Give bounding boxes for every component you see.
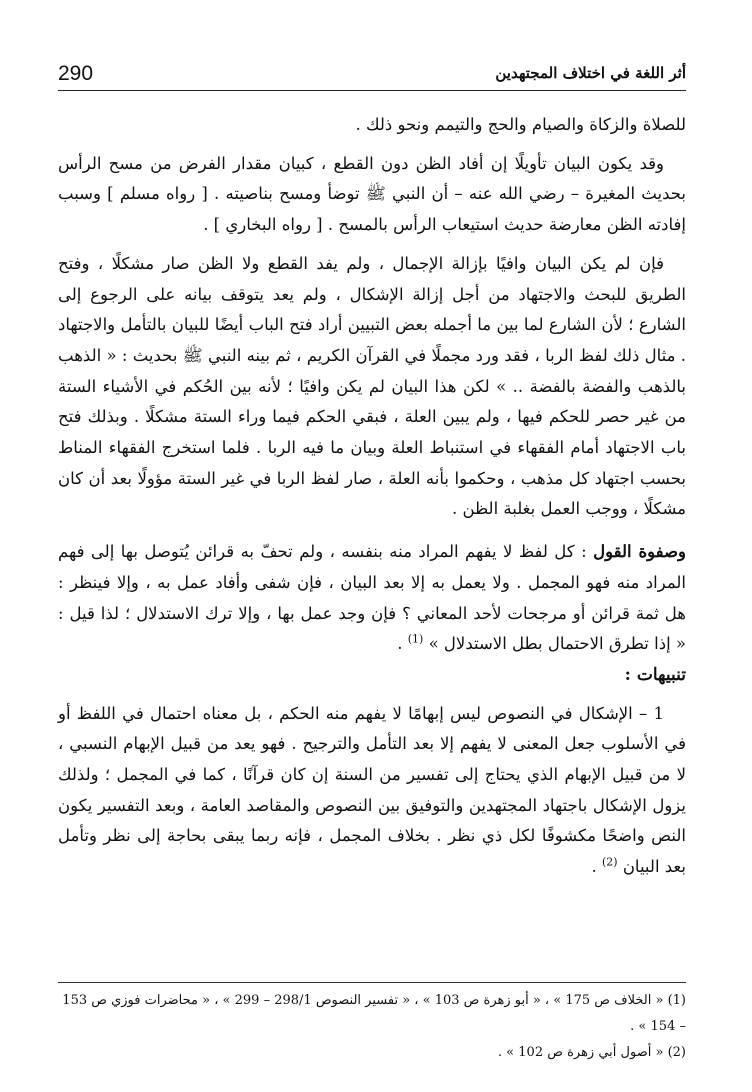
note-1-text: 1 – الإشكال في النصوص ليس إبهامًا لا يفهم منه الحكم ، بل معناه احتمال في اللفظ أو في الأسلوب جعل المعنى لا يفهم إلا بعد التأمل والترجيح . فهو يعد من قبيل الإبهام النسبي ، لا من قبيل الإبهام الذي يحتاج إلى تفسير من السنة إن كان قرآنًا ، كما في المجمل ؛ ولذلك يزول الإشكال باجتهاد المجتهدين والتوفيق بين النصوص والمقاصد العامة ، وبعد التفسير يكون النص واضحًا مكشوفًا لكل ذي نظر . بخلاف المجمل ، فإنه ربما يبقى بحاجة إلى نظر وتأمل بعد البيان — [58, 703, 686, 877]
footnote-1: (1) « الخلاف ص 175 » ، « أبو زهرة ص 103 » ، « تفسير النصوص 298/1 – 299 » ، « محاضرات فوزي ص 153 – 154 » . — [62, 993, 686, 1034]
summary-lead: وصفوة القول — [593, 542, 686, 562]
notes-heading: تنبيهات : — [624, 664, 686, 685]
page-number: 290 — [58, 62, 94, 85]
page-header — [58, 60, 686, 91]
footnote-divider — [58, 982, 686, 983]
footnote-ref-1[interactable]: (1) — [407, 632, 424, 646]
note-1 — [58, 699, 686, 883]
summary-text: : كل لفظ لا يفهم المراد منه بنفسه ، ولم تحفّ به قرائن يُتوصل بها إلى فهم المراد منه فهو المجمل . ولا يعمل به إلا بعد البيان ، فإن شفى وأفاد عمل به ، وإلا فينظر : هل ثمة قرائن أو مرجحات لأحد المعاني ؟ فإن وجد عمل بها ، وإلا ترك الاستدلال ؛ لذا قيل : « إذا تطرق الاحتمال بطل الاستدلال » — [58, 542, 686, 654]
paragraph-1: للصلاة والزكاة والصيام والحج والتيمم ونحو ذلك . — [355, 115, 686, 134]
paragraph-3: فإن لم يكن البيان وافيًا بإزالة الإجمال ، ولم يفد القطع ولا الظن صار مشكلًا ، وفتح الطريق للبحث والاجتهاد من أجل إزالة الإشكال ، ولم يعد يتوقف بيانه على الرجوع إلى الشارع ؛ لأن الشارع لما بين ما أجمله بعض التبيين أراد فتح الباب أيضًا للبيان بالتأمل والاجتهاد . مثال ذلك لفظ الربا ، فقد ورد مجملًا في القرآن الكريم ، ثم بينه النبي ﷺ بحديث : « الذهب بالذهب والفضة بالفضة .. » لكن هذا البيان لم يكن وافيًا ؛ لأنه بين الحُكم في الأشياء الستة من غير حصر للحكم فيها ، ولم يبين العلة ، فبقي الحكم فيما وراء الستة مشكلًا . وبذلك فتح باب الاجتهاد أمام الفقهاء في استنباط العلة وبيان ما فيه الربا . فلما استخرج الفقهاء المناط بحسب اجتهاد كل مذهب ، وحكموا بأنه العلة ، صار لفظ الربا في غير الستة مؤولًا بعد أن كان مشكلًا ، ووجب العمل بغلبة الظن . — [58, 253, 686, 519]
note-1-end: . — [591, 857, 602, 877]
footnotes — [58, 988, 686, 1066]
footnote-ref-2[interactable]: (2) — [601, 855, 618, 869]
paragraph-2: وقد يكون البيان تأويلًا إن أفاد الظن دون القطع ، كبيان مقدار الفرض من مسح الرأس بحديث المغيرة – رضي الله عنه – أن النبي ﷺ توضأ ومسح بناصيته . [ رواه مسلم ] وسبب إفادته الظن معارضة حديث استيعاب الرأس بالمسح . [ رواه البخاري ] . — [58, 153, 686, 235]
summary-end: . — [397, 634, 408, 654]
footnote-2: (2) « أصول أبي زهرة ص 102 » . — [497, 1045, 686, 1060]
summary-paragraph — [58, 537, 686, 660]
main-text — [58, 110, 686, 883]
running-title: أثر اللغة في اختلاف المجتهدين — [495, 64, 686, 82]
